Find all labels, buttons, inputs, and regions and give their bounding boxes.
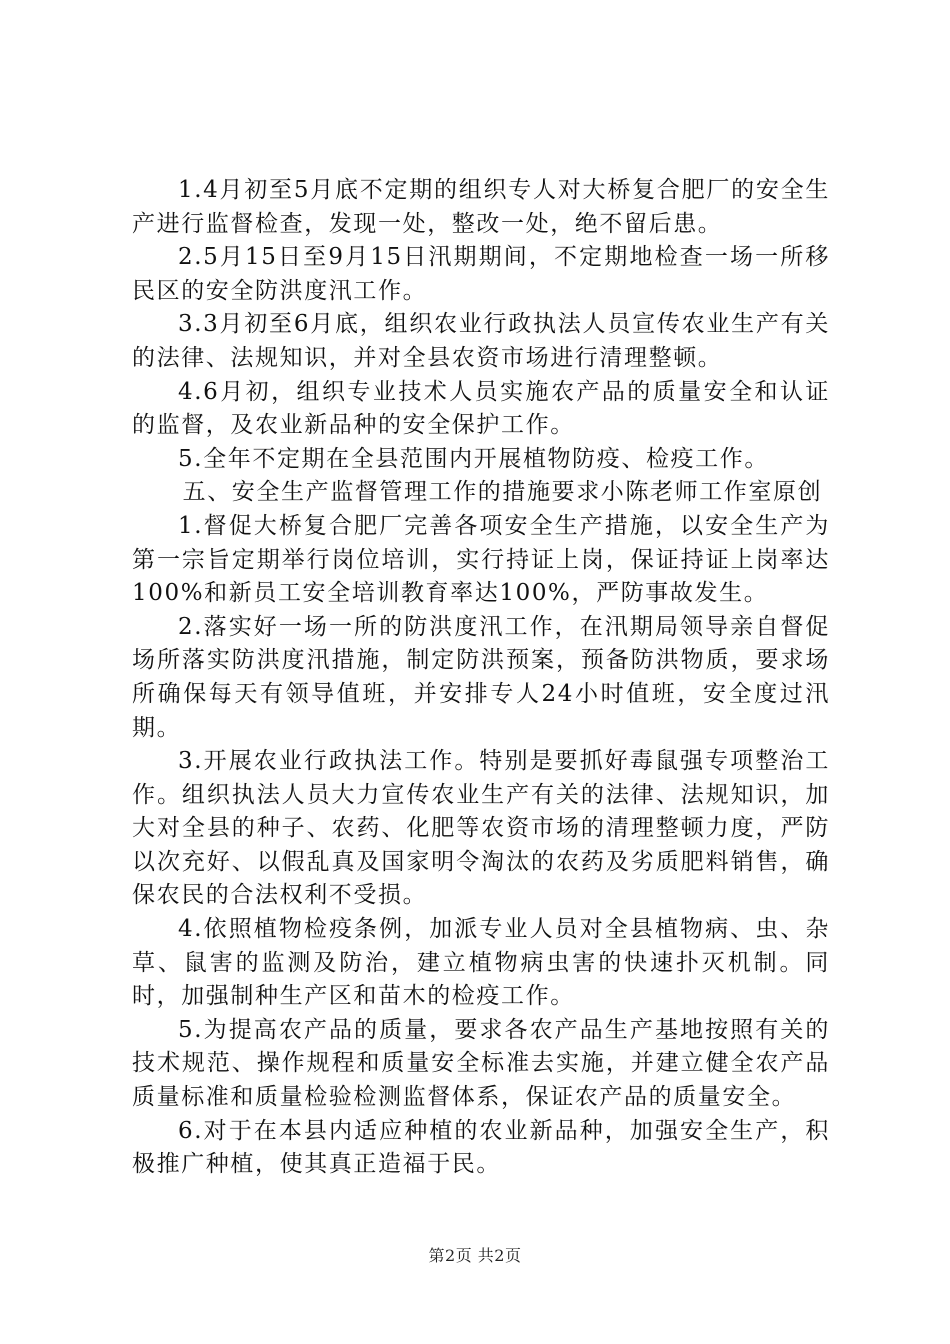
paragraph-4: 4.6月初，组织专业技术人员实施农产品的质量安全和认证的监督，及农业新品种的安全保护工作。 [132,378,830,439]
paragraph-9: 4.依照植物检疫条例，加派专业人员对全县植物病、虫、杂草、鼠害的监测及防治，建立植物病虫害的快速扑灭机制。同时，加强制种生产区和苗木的检疫工作。 [132,916,830,1010]
paragraph-11: 6.对于在本县内适应种植的农业新品种，加强安全生产，积极推广种植，使其真正造福于民。 [132,1117,830,1178]
paragraph-5: 5.全年不定期在全县范围内开展植物防疫、检疫工作。 [178,445,769,472]
paragraph-2: 2.5月15日至9月15日汛期期间，不定期地检查一场一所移民区的安全防洪度汛工作。 [132,244,830,304]
paragraph-6: 1.督促大桥复合肥厂完善各项安全生产措施，以安全生产为第一宗旨定期举行岗位培训，实行持证上岗，保证持证上岗率达100%和新员工安全培训教育率达100%，严防事故发生。 [132,512,830,607]
document-body [132,174,830,1182]
page-footer: 第2页 共2页 [428,1246,522,1265]
paragraph-7: 2.落实好一场一所的防洪度汛工作，在汛期局领导亲自督促场所落实防洪度汛措施，制定防洪预案，预备防洪物质，要求场所确保每天有领导值班，并安排专人24小时值班，安全度过汛期。 [132,613,830,741]
paragraph-8: 3.开展农业行政执法工作。特别是要抓好毒鼠强专项整治工作。组织执法人员大力宣传农业生产有关的法律、法规知识，加大对全县的种子、农药、化肥等农资市场的清理整顿力度，严防以次充好、以假乱真及国家明令淘汰的农药及劣质肥料销售，确保农民的合法权利不受损。 [132,748,830,909]
paragraph-10: 5.为提高农产品的质量，要求各农产品生产基地按照有关的技术规范、操作规程和质量安全标准去实施，并建立健全农产品质量标准和质量检验检测监督体系，保证农产品的质量安全。 [132,1016,830,1111]
section-heading: 五、安全生产监督管理工作的措施要求小陈老师工作室原创 [182,479,823,506]
paragraph-1: 1.4月初至5月底不定期的组织专人对大桥复合肥厂的安全生产进行监督检查，发现一处，整改一处，绝不留后患。 [132,177,830,237]
paragraph-3: 3.3月初至6月底，组织农业行政执法人员宣传农业生产有关的法律、法规知识，并对全县农资市场进行清理整顿。 [132,311,830,371]
